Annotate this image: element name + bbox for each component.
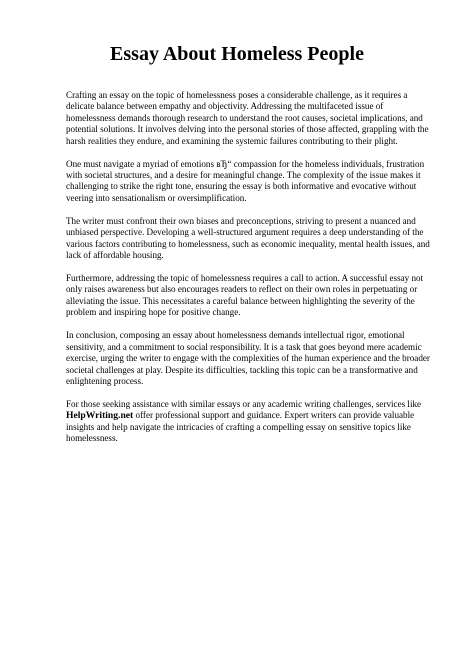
paragraph-4: Furthermore, addressing the topic of homelessness requires a call to action. A successful essay not only raises awareness but also encourages readers to reflect on their own roles in perpetuating or alleviating the issue. This necessitates a careful balance between highlighting the severity of the problem and inspiring hope for positive change. <box>66 273 424 318</box>
closing-text-before: For those seeking assistance with similar essays or any academic writing challenges, services like <box>66 398 422 409</box>
brand-link[interactable]: HelpWriting.net <box>66 410 134 422</box>
paragraph-1: Crafting an essay on the topic of homelessness poses a considerable challenge, as it requires a delicate balance between empathy and objectivity. Addressing the multifaceted issue of homelessness demands thorough research to understand the root causes, societal implications, and potential solutions. It involves delving into the personal stories of those affected, grappling with the harsh realities they endure, and examining the systemic failures contributing to their plight. <box>66 90 429 146</box>
paragraph-3: The writer must confront their own biases and preconceptions, striving to present a nuanced and unbiased perspective. Developing a well-structured argument requires a deep understanding of the various factors contributing to homelessness, such as economic inequality, mental health issues, and lack of affordable housing. <box>66 215 430 261</box>
essay-body <box>66 90 432 445</box>
paragraph-5: In conclusion, composing an essay about homelessness demands intellectual rigor, emotional sensitivity, and a commitment to social responsibility. It is a task that goes beyond mere academic exercise, urging the writer to engage with the complexities of the human experience and the broader societal challenges at play. Despite its difficulties, tackling this topic can be a transformative and enlightening process. <box>66 330 430 386</box>
paragraph-2: One must navigate a myriad of emotions вЂ“ compassion for the homeless individuals, frustration with societal structures, and a desire for meaningful change. The complexity of the issue makes it challenging to strike the right tone, ensuring the essay is both informative and evocative without veering into sensationalism or oversimplification. <box>66 158 425 203</box>
closing-text-after: offer professional support and guidance. Expert writers can provide valuable insights and help navigate the intricacies of crafting a compelling essay on sensitive topics like homelessness. <box>66 410 415 444</box>
page-title: Essay About Homeless People <box>110 43 364 65</box>
closing-paragraph <box>66 399 432 445</box>
